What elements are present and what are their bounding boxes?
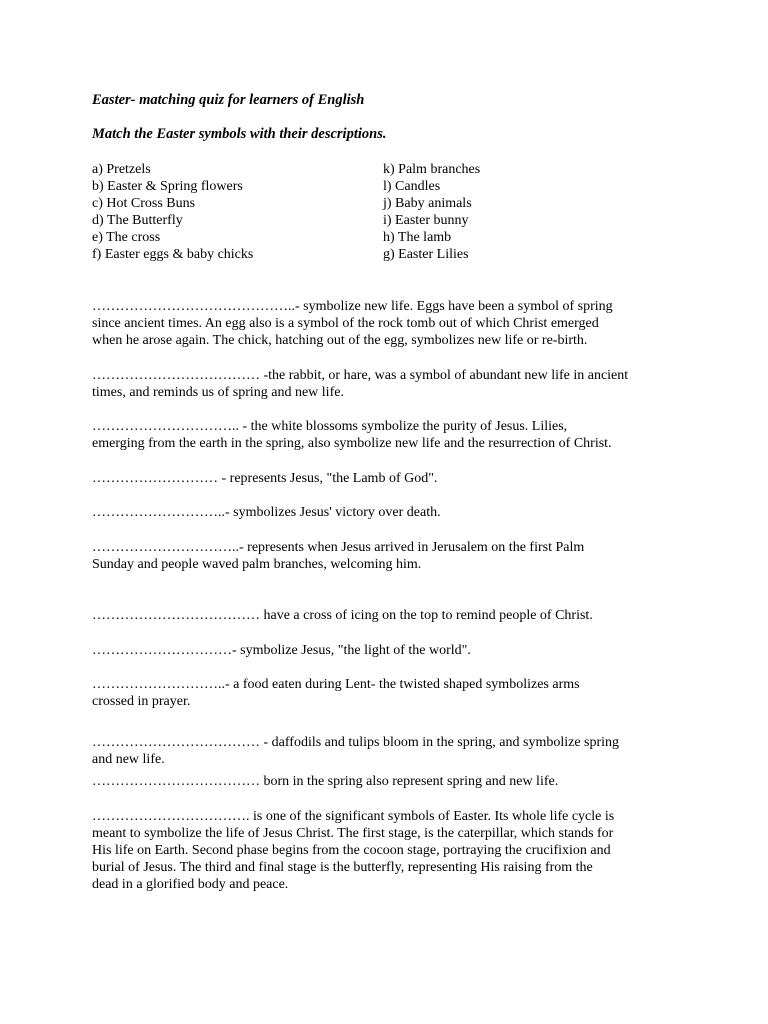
description-butterfly [92,808,692,893]
description-lilies [92,418,692,452]
option-a: a) Pretzels [92,162,151,177]
description-line: emerging from the earth in the spring, also symbolize new life and the resurrection of Christ. [92,436,612,451]
description-line: and new life. [92,752,165,767]
description-line: dead in a glorified body and peace. [92,877,289,892]
description-candles [92,642,692,659]
description-pretzels [92,676,692,710]
description-line: ……………………………………..- symbolize new life. Eggs have been a symbol of spring [92,299,613,314]
description-line: when he arose again. The chick, hatching out of the egg, symbolizes new life or re-birth. [92,333,588,348]
description-line: …………………………- symbolize Jesus, "the light of the world". [92,643,471,658]
description-line: His life on Earth. Second phase begins from the cocoon stage, portraying the crucifixion and [92,843,611,858]
description-easter-bunny [92,367,692,401]
option-l: l) Candles [383,179,441,194]
description-baby-animals [92,773,692,790]
description-line: ………………………….. - the white blossoms symbolize the purity of Jesus. Lilies, [92,419,568,434]
description-line: ……………………………. is one of the significant symbols of Easter. Its whole life cycle is [92,809,615,824]
description-line: ……………………………… have a cross of icing on the top to remind people of Christ. [92,608,593,623]
option-g: g) Easter Lilies [383,247,469,262]
description-line: ……………………… - represents Jesus, "the Lamb of God". [92,471,438,486]
option-d: d) The Butterfly [92,213,183,228]
description-palm-branches [92,539,692,573]
description-hot-cross-buns [92,607,692,624]
description-line: …………………………..- represents when Jesus arrived in Jerusalem on the first Palm [92,540,585,555]
description-cross [92,504,692,521]
description-line: since ancient times. An egg also is a symbol of the rock tomb out of which Christ emerged [92,316,599,331]
option-k: k) Palm branches [383,162,481,177]
description-line: ………………………..- a food eaten during Lent- the twisted shaped symbolizes arms [92,677,580,692]
description-eggs-chicks [92,298,692,349]
description-line: crossed in prayer. [92,694,191,709]
description-line: ……………………………… -the rabbit, or hare, was a symbol of abundant new life in ancient [92,368,629,383]
description-spring-flowers [92,734,692,768]
option-f: f) Easter eggs & baby chicks [92,247,254,262]
description-lamb [92,470,692,487]
instructions: Match the Easter symbols with their descriptions. [92,126,387,142]
document-title: Easter- matching quiz for learners of English [92,92,365,108]
option-h: h) The lamb [383,230,452,245]
option-b: b) Easter & Spring flowers [92,179,243,194]
description-line: ………………………..- symbolizes Jesus' victory over death. [92,505,441,520]
description-line: Sunday and people waved palm branches, welcoming him. [92,557,422,572]
option-e: e) The cross [92,230,161,245]
description-line: ……………………………… - daffodils and tulips bloom in the spring, and symbolize spring [92,735,620,750]
option-c: c) Hot Cross Buns [92,196,196,211]
description-line: ……………………………… born in the spring also represent spring and new life. [92,774,559,789]
option-j: j) Baby animals [383,196,472,211]
option-i: i) Easter bunny [383,213,469,228]
description-line: times, and reminds us of spring and new life. [92,385,344,400]
description-line: meant to symbolize the life of Jesus Christ. The first stage, is the caterpillar, which stands for [92,826,614,841]
description-line: burial of Jesus. The third and final stage is the butterfly, representing His raising from the [92,860,593,875]
